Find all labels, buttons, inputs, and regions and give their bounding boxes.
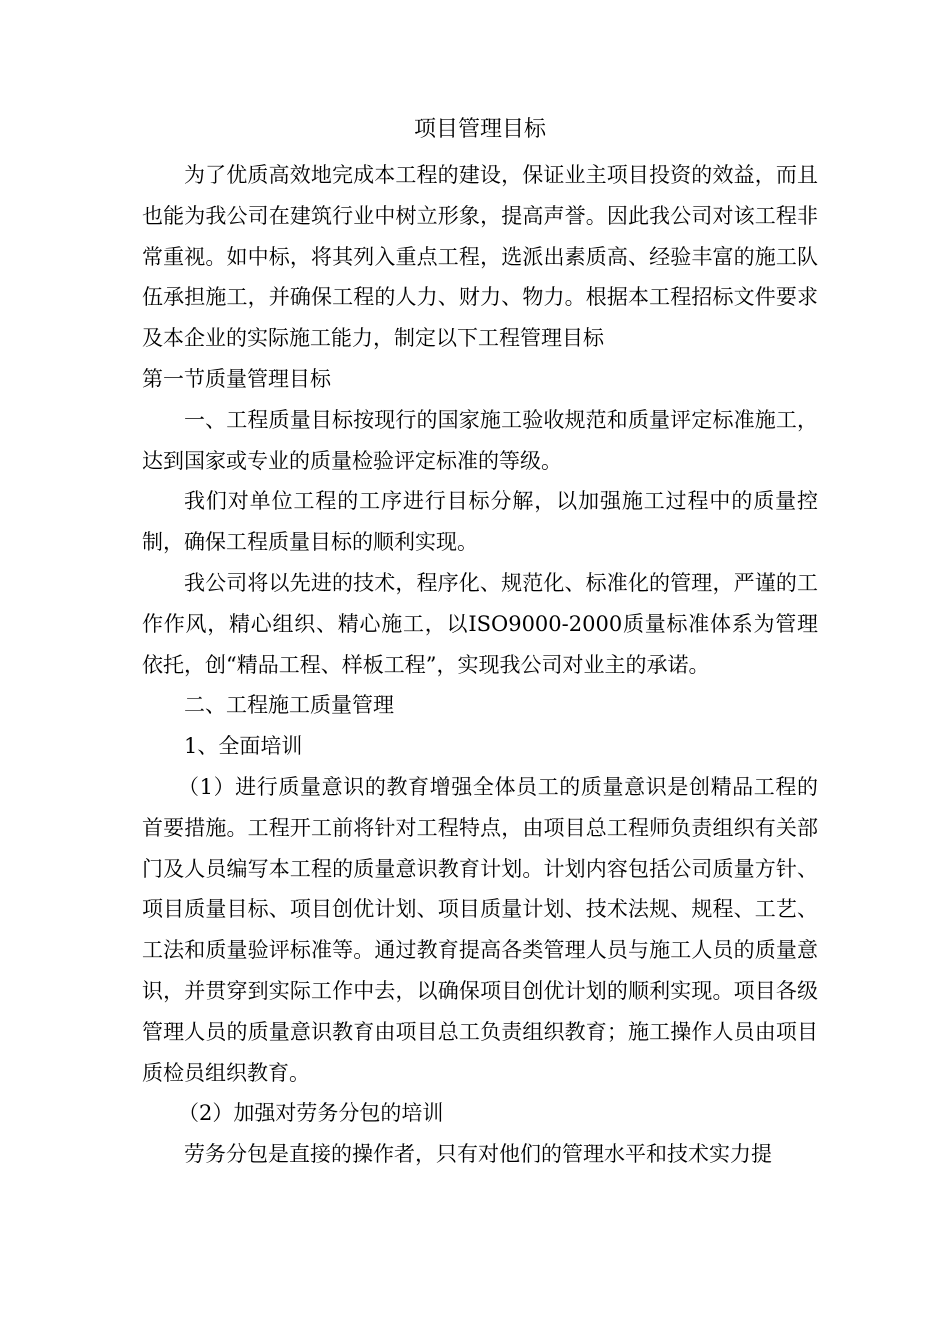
section-heading-quality: 第一节质量管理目标 <box>142 366 331 391</box>
subheading-training: 1、全面培训 <box>184 734 303 759</box>
subheading-subcontractor-training: （2）加强对劳务分包的培训 <box>178 1101 444 1126</box>
document-page <box>142 114 818 1175</box>
document-body <box>142 155 818 1175</box>
paragraph-decomposition: 我们对单位工程的工序进行目标分解，以加强施工过程中的质量控制，确保工程质量目标的顺利实现。 <box>142 489 818 555</box>
paragraph-quality-awareness: （1）进行质量意识的教育增强全体员工的质量意识是创精品工程的首要措施。工程开工前将针对工程特点，由项目总工程师负责组织有关部门及人员编写本工程的质量意识教育计划。计划内容包括公司质量方针、项目质量目标、项目创优计划、项目质量计划、技术法规、规程、工艺、工法和质量验评标准等。通过教育提高各类管理人员与施工人员的质量意识，并贯穿到实际工作中去，以确保项目创优计划的顺利实现。项目各级管理人员的质量意识教育由项目总工负责组织教育；施工操作人员由项目质检员组织教育。 <box>142 774 818 1085</box>
document-title: 项目管理目标 <box>413 117 546 142</box>
paragraph-quality-target: 一、工程质量目标按现行的国家施工验收规范和质量评定标准施工，达到国家或专业的质量检验评定标准的等级。 <box>142 407 818 473</box>
subheading-construction-quality: 二、工程施工质量管理 <box>184 693 394 718</box>
paragraph-subcontractor: 劳务分包是直接的操作者，只有对他们的管理水平和技术实力提 <box>184 1142 772 1167</box>
paragraph-iso-commitment: 我公司将以先进的技术，程序化、规范化、标准化的管理，严谨的工作作风，精心组织、精心施工，以ISO9000-2000质量标准体系为管理依托，创“精品工程、样板工程”，实现我公司对业主的承诺。 <box>142 570 818 677</box>
paragraph-intro: 为了优质高效地完成本工程的建设，保证业主项目投资的效益，而且也能为我公司在建筑行业中树立形象，提高声誉。因此我公司对该工程非常重视。如中标，将其列入重点工程，选派出素质高、经验丰富的施工队伍承担施工，并确保工程的人力、财力、物力。根据本工程招标文件要求及本企业的实际施工能力，制定以下工程管理目标 <box>142 163 818 351</box>
